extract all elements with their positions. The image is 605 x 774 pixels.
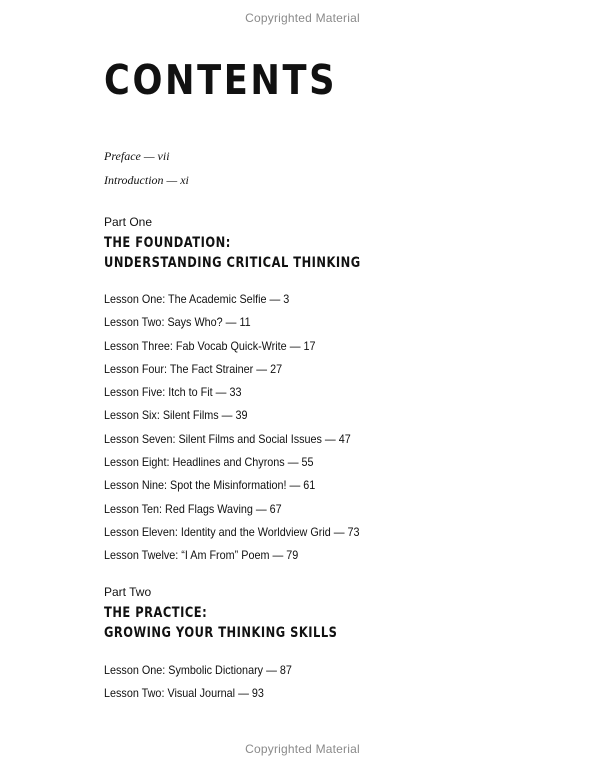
part-two-lesson-list — [104, 663, 313, 710]
toc-entry-lesson: Lesson Nine: Spot the Misinformation! — 61 — [104, 478, 316, 493]
part-two-heading — [104, 603, 337, 643]
toc-entry-lesson: Lesson Ten: Red Flags Waving — 67 — [104, 501, 282, 516]
part-one-heading-line1: THE FOUNDATION: — [104, 235, 231, 251]
page-title: CONTENTS — [104, 56, 338, 104]
toc-entry-preface: Preface — vii — [104, 149, 170, 163]
part-one-header — [104, 215, 417, 273]
toc-entry-lesson: Lesson Two: Visual Journal — 93 — [104, 686, 264, 701]
toc-entry-lesson: Lesson One: Symbolic Dictionary — 87 — [104, 663, 292, 677]
copyright-watermark-top: Copyrighted Material — [245, 11, 360, 25]
toc-entry-lesson: Lesson Twelve: “I Am From” Poem — 79 — [104, 548, 299, 563]
copyright-watermark-bottom: Copyrighted Material — [245, 742, 360, 756]
part-one-label: Part One — [104, 215, 153, 229]
toc-entry-lesson: Lesson Three: Fab Vocab Quick-Write — 17 — [104, 338, 316, 353]
part-two-heading-line1: THE PRACTICE: — [104, 605, 208, 621]
part-two-header — [104, 585, 389, 643]
toc-entry-lesson: Lesson Two: Says Who? — 11 — [104, 315, 251, 330]
toc-entry-lesson: Lesson Eleven: Identity and the Worldview Grid — 73 — [104, 524, 360, 539]
toc-entry-lesson: Lesson Six: Silent Films — 39 — [104, 408, 248, 423]
part-two-heading-line2: GROWING YOUR THINKING SKILLS — [104, 625, 338, 641]
part-one-heading-line2: UNDERSTANDING CRITICAL THINKING — [104, 255, 361, 271]
toc-entry-lesson: Lesson Four: The Fact Strainer — 27 — [104, 361, 283, 376]
front-matter-list — [104, 150, 189, 198]
part-two-label: Part Two — [104, 585, 152, 599]
toc-entry-introduction: Introduction — xi — [104, 173, 189, 187]
toc-entry-lesson: Lesson One: The Academic Selfie — 3 — [104, 292, 290, 306]
toc-entry-lesson: Lesson Eight: Headlines and Chyrons — 55 — [104, 455, 314, 470]
part-one-heading — [104, 233, 361, 273]
part-one-lesson-list — [104, 292, 388, 572]
toc-entry-lesson: Lesson Five: Itch to Fit — 33 — [104, 385, 242, 400]
toc-entry-lesson: Lesson Seven: Silent Films and Social Issues — 47 — [104, 431, 351, 446]
